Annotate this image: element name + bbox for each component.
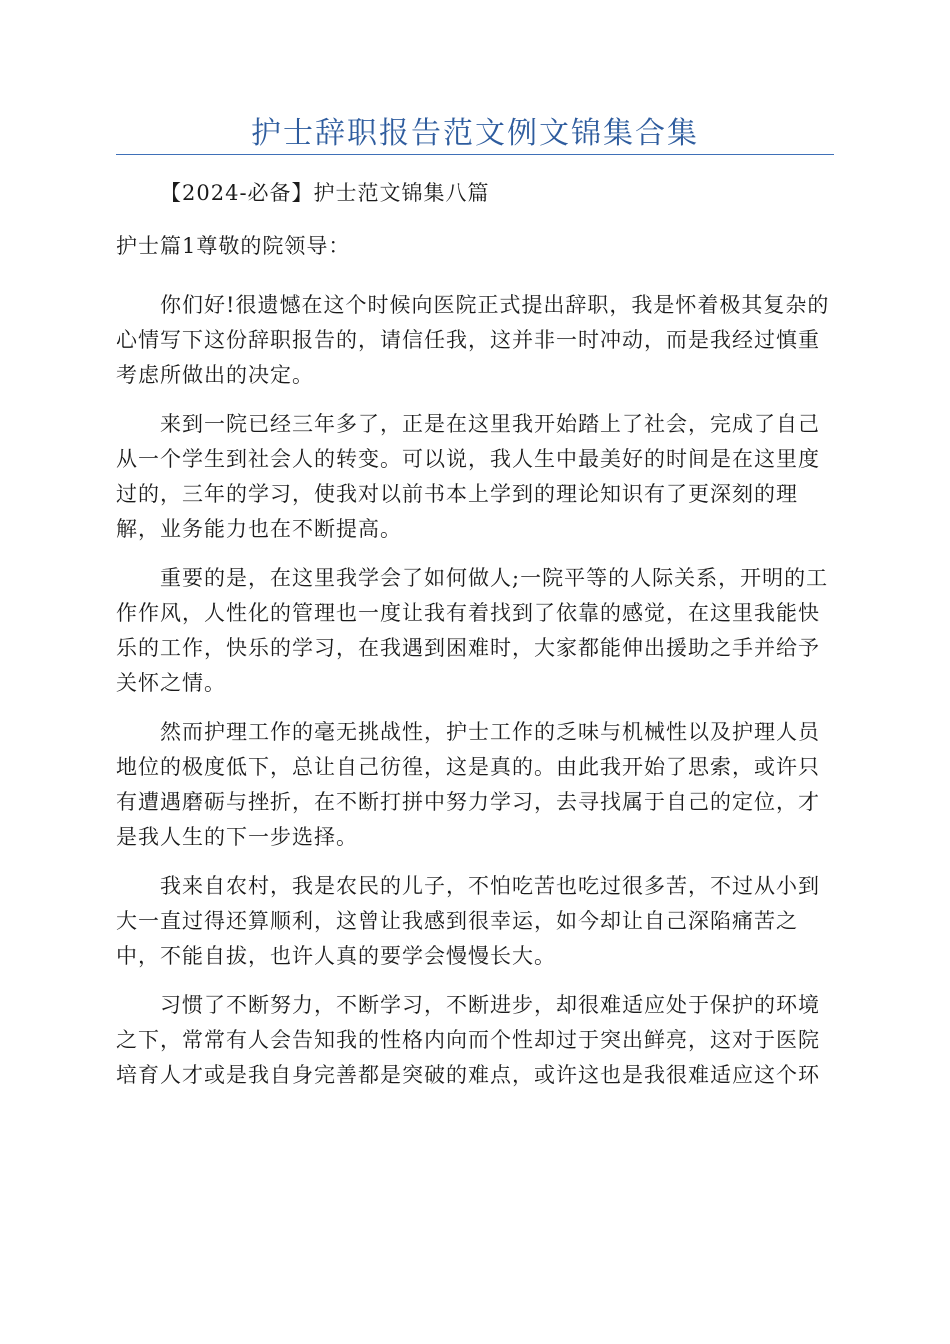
paragraph: 重要的是，在这里我学会了如何做人;一院平等的人际关系，开明的工作作风，人性化的管理也一度让我有着找到了依靠的感觉，在这里我能快乐的工作，快乐的学习，在我遇到困难时，大家都能伸出援助之手并给予关怀之情。 — [116, 566, 829, 695]
paragraph: 我来自农村，我是农民的儿子，不怕吃苦也吃过很多苦，不过从小到大一直过得还算顺利，这曾让我感到很幸运，如今却让自己深陷痛苦之中，不能自拔，也许人真的要学会慢慢长大。 — [116, 874, 820, 968]
paragraph: 然而护理工作的毫无挑战性，护士工作的乏味与机械性以及护理人员地位的极度低下，总让自己彷徨，这是真的。由此我开始了思索，或许只有遭遇磨砺与挫折，在不断打拼中努力学习，去寻找属于自己的定位，才是我人生的下一步选择。 — [116, 720, 820, 849]
paragraph: 来到一院已经三年多了，正是在这里我开始踏上了社会，完成了自己从一个学生到社会人的转变。可以说，我人生中最美好的时间是在这里度过的，三年的学习，使我对以前书本上学到的理论知识有了更深刻的理解，业务能力也在不断提高。 — [116, 412, 820, 541]
title-divider — [116, 154, 834, 155]
document-title: 护士辞职报告范文例文锦集合集 — [251, 116, 699, 151]
document-body — [116, 176, 834, 1107]
salutation: 护士篇1尊敬的院领导： — [116, 234, 351, 258]
paragraph: 你们好!很遗憾在这个时候向医院正式提出辞职，我是怀着极其复杂的心情写下这份辞职报告的，请信任我，这并非一时冲动，而是我经过慎重考虑所做出的决定。 — [116, 293, 830, 387]
document-subtitle: 【2024-必备】护士范文锦集八篇 — [160, 181, 490, 205]
paragraph: 习惯了不断努力，不断学习，不断进步，却很难适应处于保护的环境之下，常常有人会告知我的性格内向而个性却过于突出鲜亮，这对于医院培育人才或是我自身完善都是突破的难点，或许这也是我很难适应这个环 — [116, 993, 820, 1087]
